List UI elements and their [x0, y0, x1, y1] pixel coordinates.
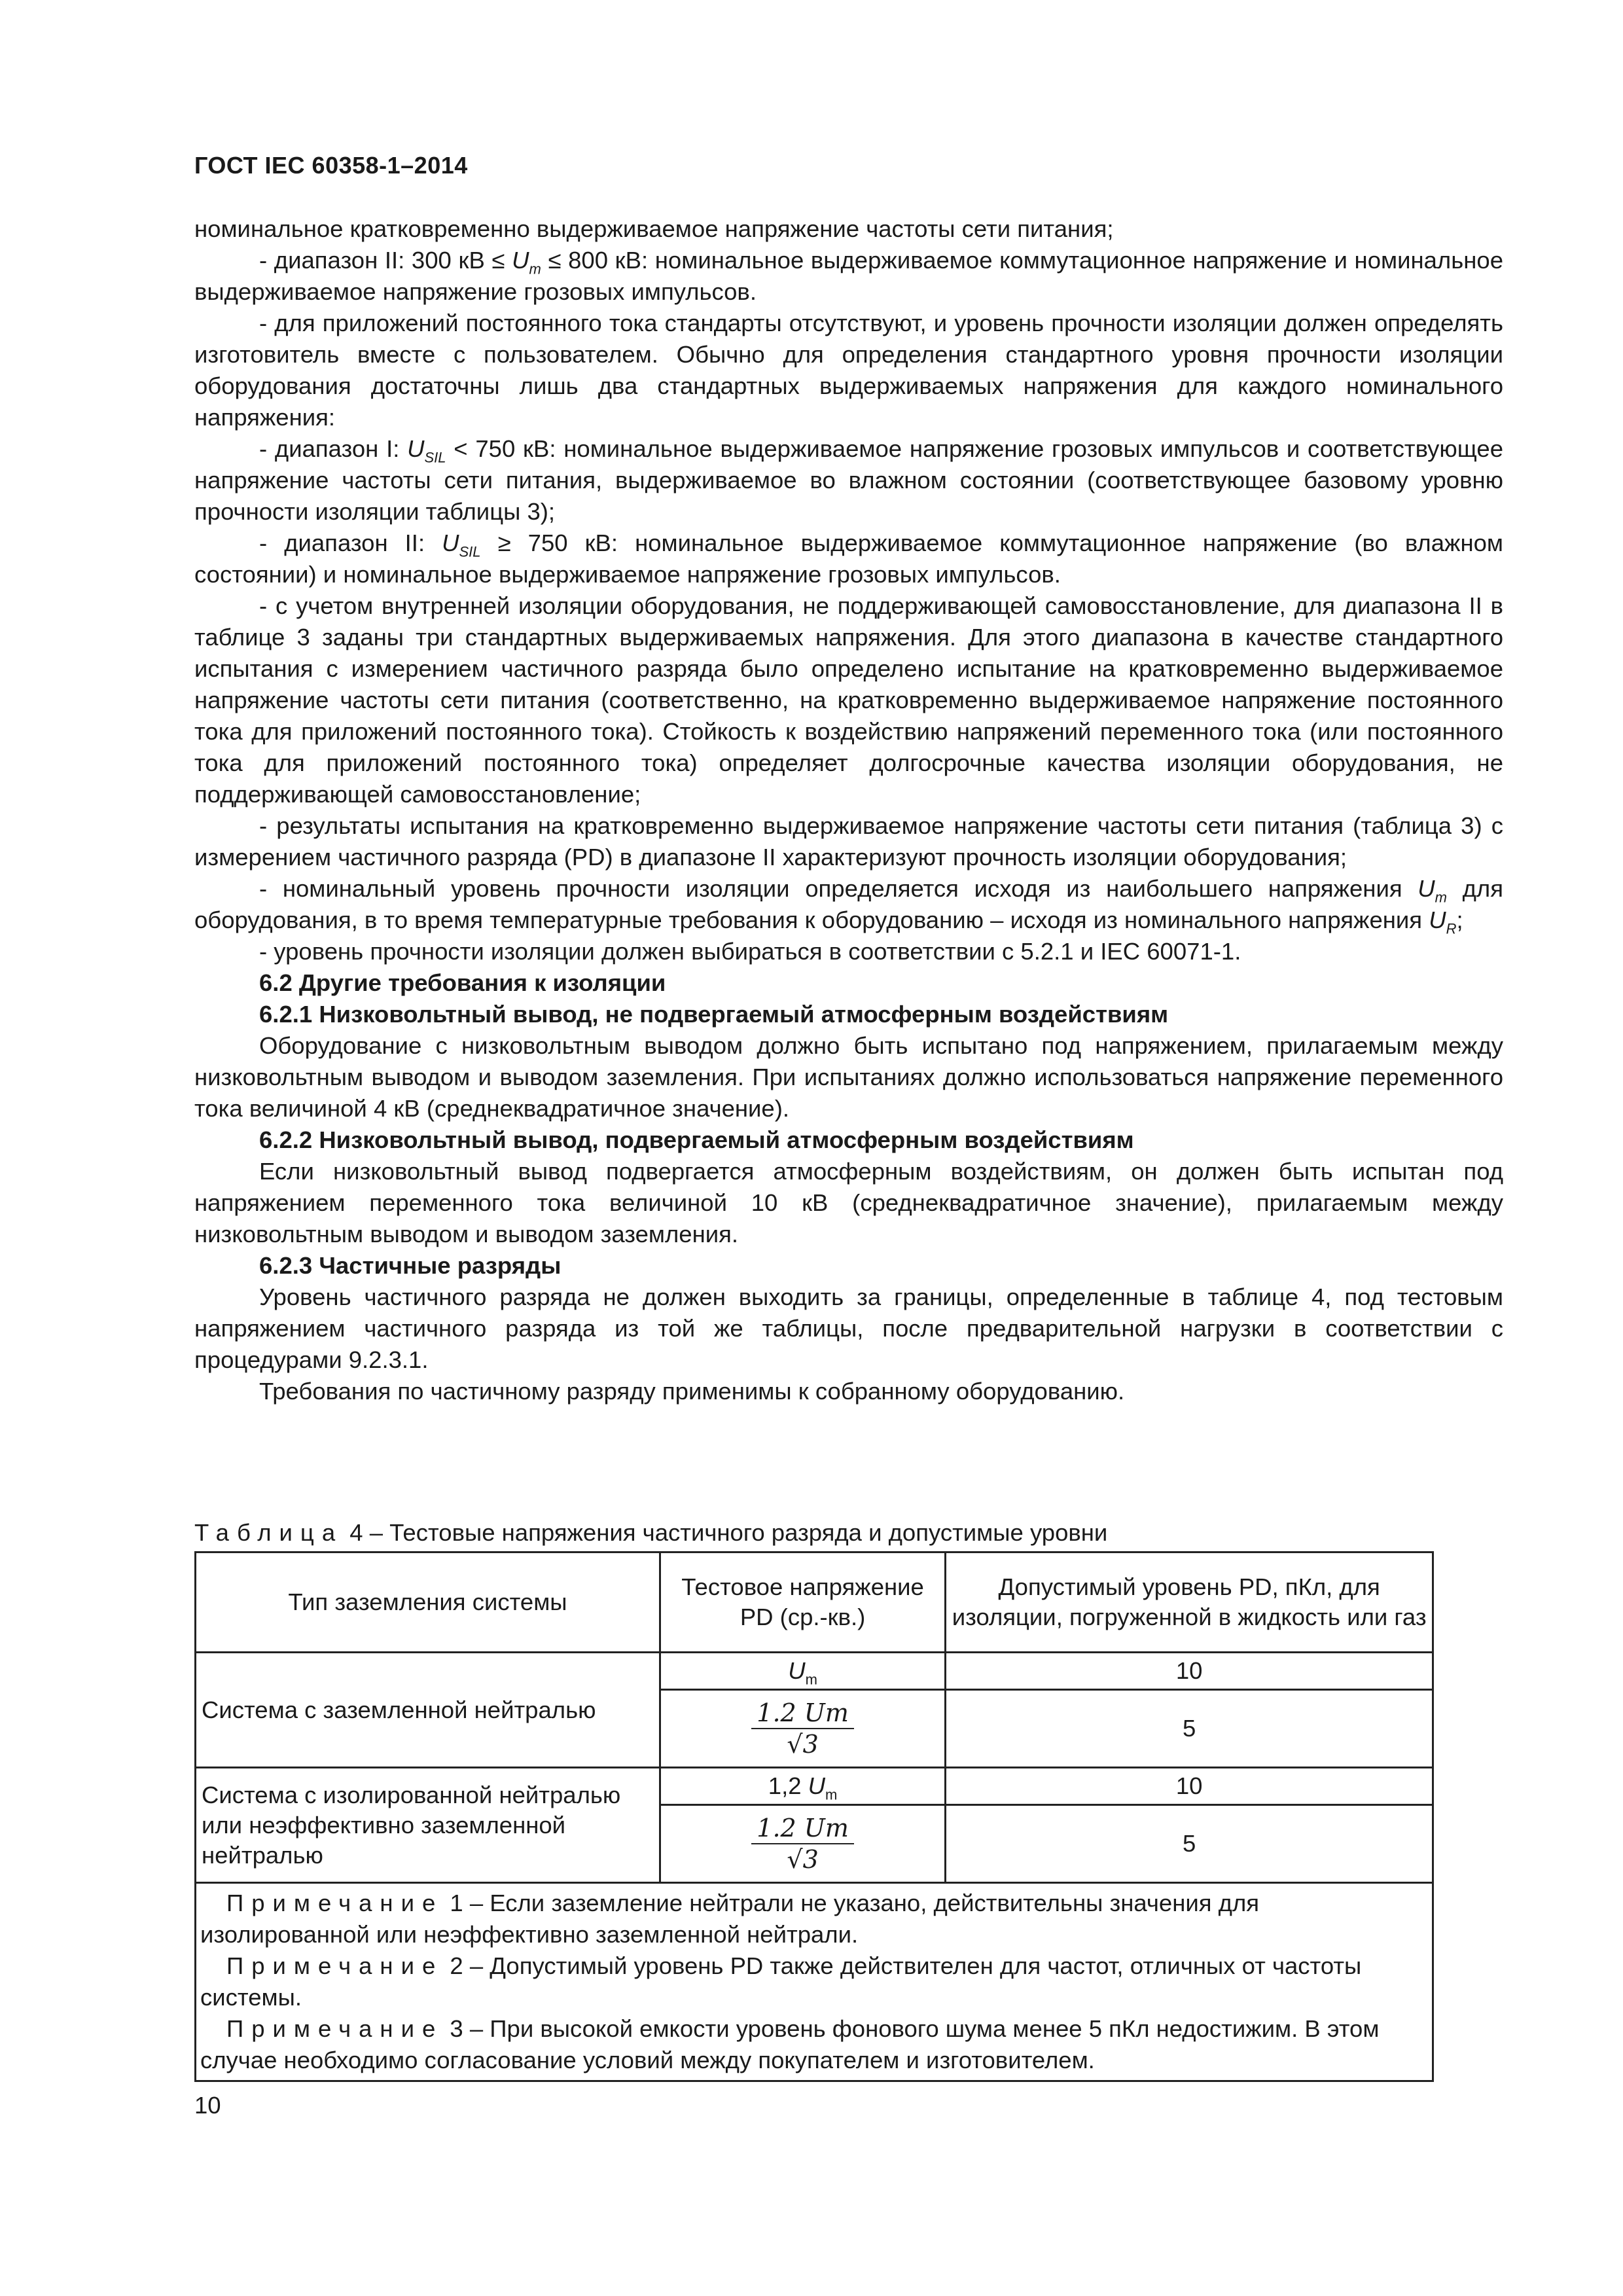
table-note-3: Примечание 3 – При высокой емкости уровень фонового шума менее 5 пКл недостижим. В этом случае необходимо согласование условий между покупателем и изготовителем.	[200, 2015, 1380, 2073]
table-notes	[196, 1883, 1433, 2081]
fraction-numerator: 1.2 Um	[751, 1699, 854, 1729]
table-row	[196, 1653, 1433, 1690]
paragraph-test-results: - результаты испытания на кратковременно выдерживаемое напряжение частоты сети питания (таблица 3) с измерением частичного разряда (PD) в диапазоне II характеризуют прочность изоляции оборудования;	[194, 812, 1503, 870]
fraction-formula	[751, 1699, 854, 1758]
fraction-denominator: √3	[787, 1730, 819, 1759]
header-permissible-level: Допустимый уровень PD, пКл, для изоляции, погруженной в жидкость или газ	[946, 1552, 1433, 1653]
paragraph-internal-insulation: - с учетом внутренней изоляции оборудования, не поддерживающей самовосстановление, для диапазона II в таблице 3 заданы три стандартных выдерживаемых напряжения. Для этого диапазона в качестве стандартного испытания с измерением частичного разряда было определено испытание на кратковременно выдерживаемое напряжение частоты сети питания (соответственно, на кратковременно выдерживаемое напряжение постоянного тока для приложений постоянного тока). Стойкость к воздействию напряжений переменного тока (или постоянного тока для приложений постоянного тока) определяет долгосрочные качества изоляции оборудования, не поддерживающей самовосстановление;	[194, 592, 1503, 808]
table-note-1: Примечание 1 – Если заземление нейтрали не указано, действительны значения для изолированной или неэффективно заземленной нейтрали.	[200, 1890, 1260, 1948]
table-notes-row	[196, 1883, 1433, 2081]
document-body	[194, 213, 1503, 1407]
paragraph-1: номинальное кратковременно выдерживаемое напряжение частоты сети питания;	[194, 215, 1114, 242]
document-header: ГОСТ IEC 60358-1–2014	[194, 152, 468, 179]
paragraph-range-i-sil: - диапазон I: $U_{SIL} < 750$ кВ: номинальное выдерживаемое напряжение грозовых импульсов и соответствующее напряжение частоты сети питания, выдерживаемое во влажном состоянии (соответствующее базовому уровню прочности изоляции таблицы 3);	[194, 435, 1504, 525]
paragraph-level-selection: - уровень прочности изоляции должен выбираться в соответствии с 5.2.1 и IEC 60071-1.	[259, 938, 1241, 965]
paragraph-6-2-3: Уровень частичного разряда не должен выходить за границы, определенные в таблице 4, под тестовым напряжением частичного разряда из той же таблицы, после предварительной нагрузки в соответствии с процедурами 9.2.3.1.	[194, 1283, 1503, 1373]
pd-level-cell: 5	[946, 1805, 1433, 1883]
fraction-numerator: 1.2 Um	[751, 1814, 854, 1844]
header-test-voltage: Тестовое напряжение PD (ср.-кв.)	[660, 1552, 945, 1653]
section-heading-6-2-2: 6.2.2 Низковольтный вывод, подвергаемый атмосферным воздействиям	[259, 1126, 1134, 1153]
page-number: 10	[194, 2092, 221, 2119]
pd-levels-table	[194, 1551, 1434, 2082]
section-heading-6-2: 6.2 Другие требования к изоляции	[259, 969, 666, 996]
test-voltage-fraction-cell	[660, 1805, 945, 1883]
table-header-row	[196, 1552, 1433, 1653]
system-type-cell: Система с заземленной нейтралью	[196, 1653, 660, 1768]
pd-level-cell: 10	[946, 1653, 1433, 1690]
paragraph-6-2-1: Оборудование с низковольтным выводом должно быть испытано под напряжением, прилагаемым между низковольтным выводом и выводом заземления. При испытаниях должно использоваться напряжение переменного тока величиной 4 кВ (среднеквадратичное значение).	[194, 1032, 1503, 1122]
test-voltage-fraction-cell	[660, 1690, 945, 1768]
fraction-formula	[751, 1814, 854, 1873]
test-voltage-cell: 1,2 $U_m$	[660, 1768, 945, 1805]
test-voltage-cell: $U_m$	[660, 1653, 945, 1690]
paragraph-range-ii: - диапазон II: 300 кВ ≤ $U_m \le 800$ кВ: номинальное выдерживаемое коммутационное напряжение и номинальное выдерживаемое напряжение грозовых импульсов.	[194, 247, 1503, 305]
pd-level-cell: 10	[946, 1768, 1433, 1805]
table-caption	[194, 1517, 1107, 1549]
system-type-cell: Система с изолированной нейтралью или неэффективно заземленной нейтралью	[196, 1768, 660, 1883]
paragraph-range-ii-sil: - диапазон II: $U_{SIL} \ge 750$ кВ: номинальное выдерживаемое коммутационное напряжение (во влажном состоянии) и номинальное выдерживаемое напряжение грозовых импульсов.	[194, 529, 1503, 588]
paragraph-6-2-3-applicability: Требования по частичному разряду применимы к собранному оборудованию.	[259, 1378, 1125, 1405]
paragraph-dc-applications: - для приложений постоянного тока стандарты отсутствуют, и уровень прочности изоляции должен определять изготовитель вместе с пользователем. Обычно для определения стандартного уровня прочности изоляции оборудования достаточны лишь два стандартных выдерживаемых напряжения для каждого номинального напряжения:	[194, 310, 1503, 431]
header-grounding-type: Тип заземления системы	[196, 1552, 660, 1653]
table-caption-word: Таблица	[194, 1519, 344, 1546]
paragraph-nominal-level: - номинальный уровень прочности изоляции определяется исходя из наибольшего напряжения $U_m$ для оборудования, в то время температурные требования к оборудованию – исходя из номинального напряжения $U_R$;	[194, 875, 1503, 937]
paragraph-6-2-2: Если низковольтный вывод подвергается атмосферным воздействиям, он должен быть испытан под напряжением переменного тока величиной 10 кВ (среднеквадратичное значение), прилагаемым между низковольтным выводом и выводом заземления.	[194, 1158, 1503, 1247]
table-caption-text: 4 – Тестовые напряжения частичного разряда и допустимые уровни	[349, 1519, 1108, 1546]
table-row	[196, 1768, 1433, 1805]
table-note-2: Примечание 2 – Допустимый уровень PD также действителен для частот, отличных от частоты системы.	[200, 1952, 1362, 2011]
pd-level-cell: 5	[946, 1690, 1433, 1768]
section-heading-6-2-3: 6.2.3 Частичные разряды	[259, 1252, 562, 1279]
fraction-denominator: √3	[787, 1845, 819, 1874]
section-heading-6-2-1: 6.2.1 Низковольтный вывод, не подвергаемый атмосферным воздействиям	[259, 1001, 1169, 1028]
